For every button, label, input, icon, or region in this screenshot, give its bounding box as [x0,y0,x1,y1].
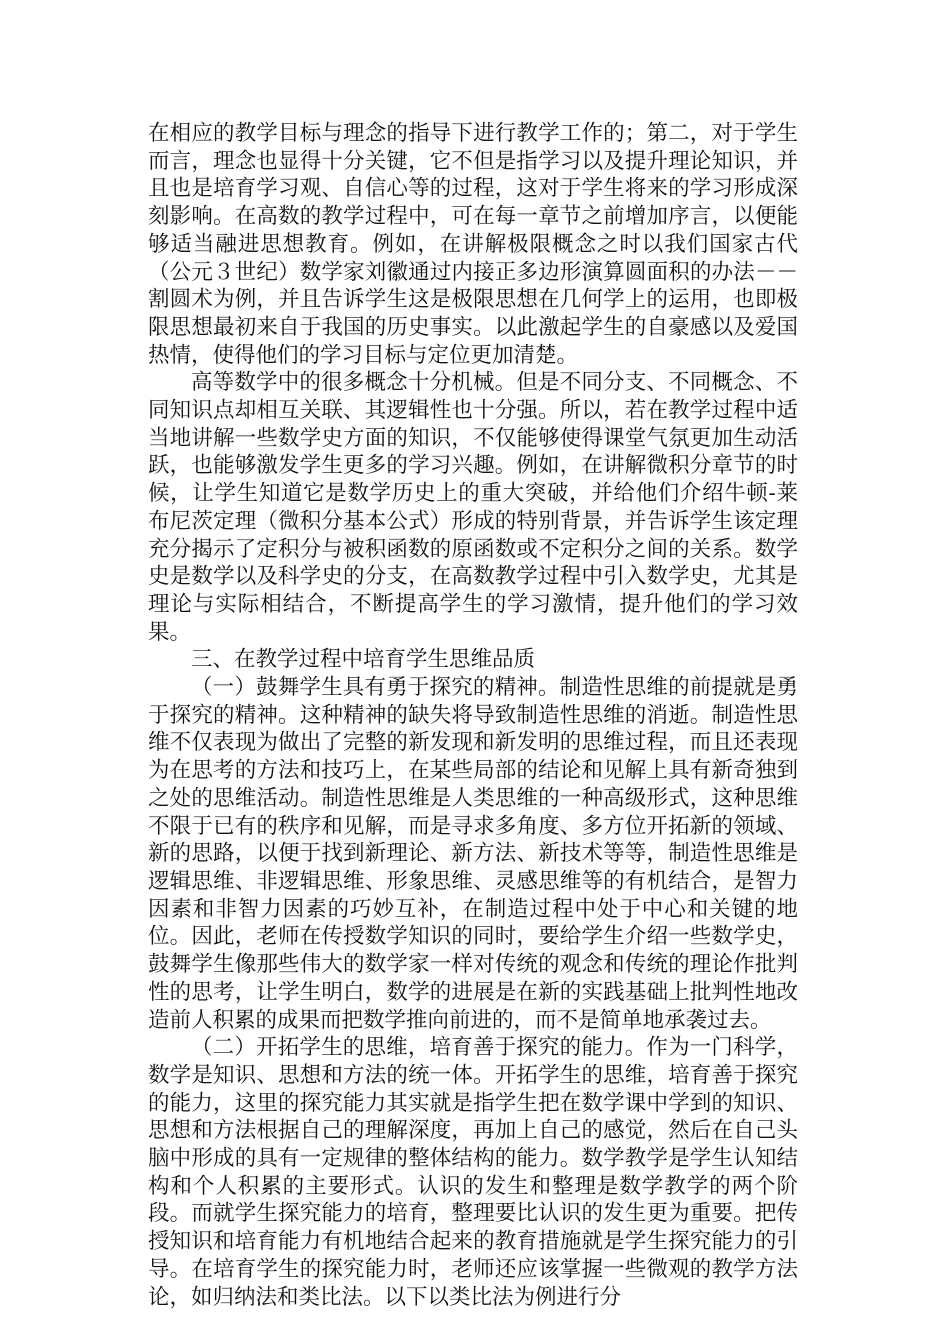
section-heading: 三、在教学过程中培育学生思维品质 [191,647,536,673]
paragraph-inquiry-spirit: （一）鼓舞学生具有勇于探究的精神。制造性思维的前提就是勇于探究的精神。这种精神的缺失将导致制造性思维的消逝。制造性思维不仅表现为做出了完整的新发现和新发明的思维过程，而且还表现为在思考的方法和技巧上，在某些局部的结论和见解上具有新奇独到之处的思维活动。制造性思维是人类思维的一种高级形式，这种思维不限于已有的秩序和见解，而是寻求多角度、多方位开拓新的领域、新的思路，以便于找到新理论、新方法、新技术等等，制造性思维是逻辑思维、非逻辑思维、形象思维、灵感思维等的有机结合，是智力因素和非智力因素的巧妙互补，在制造过程中处于中心和关键的地位。因此，老师在传授数学知识的同时，要给学生介绍一些数学史，鼓舞学生像那些伟大的数学家一样对传统的观念和传统的理论作批判性的思考，让学生明白，数学的进展是在新的实践基础上批判性地改造前人积累的成果而把数学推向前进的，而不是简单地承袭过去。 [148,675,798,1033]
document-page [148,120,798,1311]
paragraph-inquiry-ability: （二）开拓学生的思维，培育善于探究的能力。作为一门科学，数学是知识、思想和方法的统一体。开拓学生的思维，培育善于探究的能力，这里的探究能力其实就是指学生把在数学课中学到的知识、思想和方法根据自己的理解深度，再加上自己的感觉，然后在自己头脑中形成的具有一定规律的整体结构的能力。数学教学是学生认知结构和个人积累的主要形式。认识的发生和整理是数学教学的两个阶段。而就学生探究能力的培育，整理要比认识的发生更为重要。把传授知识和培育能力有机地结合起来的教育措施就是学生探究能力的引导。在培育学生的探究能力时，老师还应该掌握一些微观的教学方法论，如归纳法和类比法。以下以类比法为例进行分 [148,1035,798,1310]
paragraph-ideology-education: 在相应的教学目标与理念的指导下进行教学工作的；第二，对于学生而言，理念也显得十分关键，它不但是指学习以及提升理论知识，并且也是培育学习观、自信心等的过程，这对于学生将来的学习形成深刻影响。在高数的教学过程中，可在每一章节之前增加序言，以便能够适当融进思想教育。例如，在讲解极限概念之时以我们国家古代（公元３世纪）数学家刘徽通过内接正多边形演算圆面积的办法－－割圆术为例，并且告诉学生这是极限思想在几何学上的运用，也即极限思想最初来自于我国的历史事实。以此激起学生的自豪感以及爱国热情，使得他们的学习目标与定位更加清楚。 [148,121,798,368]
paragraph-math-history: 高等数学中的很多概念十分机械。但是不同分支、不同概念、不同知识点却相互关联、其逻辑性也十分强。所以，若在教学过程中适当地讲解一些数学史方面的知识，不仅能够使得课堂气氛更加生动活跃，也能够激发学生更多的学习兴趣。例如，在讲解微积分章节的时候，让学生知道它是数学历史上的重大突破，并给他们介绍牛顿-莱布尼茨定理（微积分基本公式）形成的特别背景，并告诉学生该定理充分揭示了定积分与被积函数的原函数或不定积分之间的关系。数学史是数学以及科学史的分支，在高数教学过程中引入数学史，尤其是理论与实际相结合，不断提高学生的学习激情，提升他们的学习效果。 [148,370,798,645]
